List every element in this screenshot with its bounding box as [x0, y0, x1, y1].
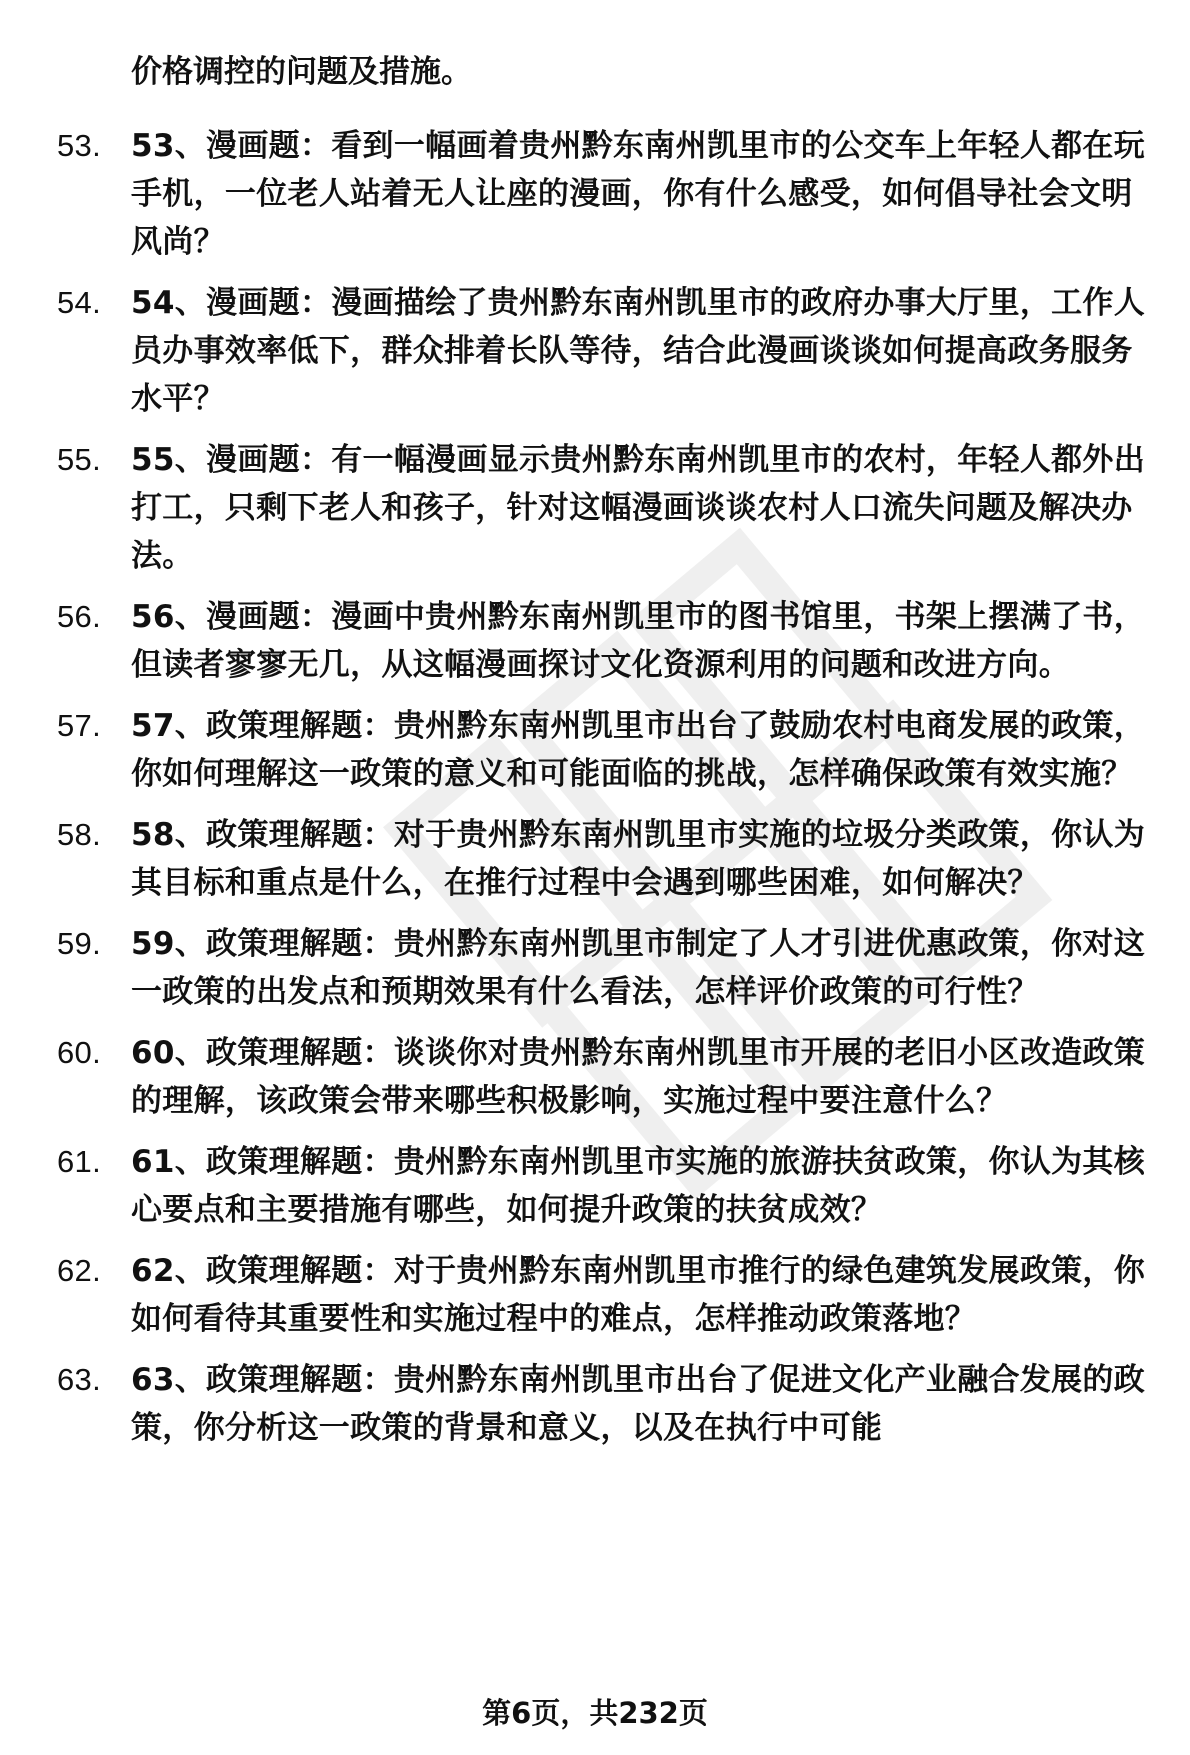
question-number: 56. [57, 599, 101, 634]
question-item [0, 122, 1190, 266]
question-number: 55. [57, 442, 101, 477]
question-text: 53、漫画题：看到一幅画着贵州黔东南州凯里市的公交车上年轻人都在玩手机，一位老人站着无人让座的漫画，你有什么感受，如何倡导社会文明风尚？ [131, 128, 1146, 260]
question-number: 57. [57, 708, 101, 743]
question-number: 53. [57, 128, 101, 163]
question-text: 63、政策理解题：贵州黔东南州凯里市出台了促进文化产业融合发展的政策，你分析这一政策的背景和意义，以及在执行中可能 [131, 1362, 1146, 1446]
question-item [0, 1029, 1190, 1125]
question-number: 59. [57, 926, 101, 961]
question-item [0, 920, 1190, 1016]
question-number: 54. [57, 285, 101, 320]
question-number: 60. [57, 1035, 101, 1070]
question-item [0, 1247, 1190, 1343]
question-list [0, 122, 1190, 1465]
question-item [0, 811, 1190, 907]
question-item [0, 279, 1190, 423]
question-number: 58. [57, 817, 101, 852]
question-text: 61、政策理解题：贵州黔东南州凯里市实施的旅游扶贫政策，你认为其核心要点和主要措施有哪些，如何提升政策的扶贫成效？ [131, 1144, 1146, 1228]
question-item [0, 1356, 1190, 1452]
question-number: 62. [57, 1253, 101, 1288]
question-text: 58、政策理解题：对于贵州黔东南州凯里市实施的垃圾分类政策，你认为其目标和重点是什么，在推行过程中会遇到哪些困难，如何解决？ [131, 817, 1146, 901]
question-number: 63. [57, 1362, 101, 1397]
page-footer: 第6页，共232页 [482, 1696, 708, 1730]
question-number: 61. [57, 1144, 101, 1179]
question-text: 57、政策理解题：贵州黔东南州凯里市出台了鼓励农村电商发展的政策，你如何理解这一政策的意义和可能面临的挑战，怎样确保政策有效实施？ [131, 708, 1146, 792]
continuation-text: 价格调控的问题及措施。 [131, 54, 472, 90]
question-text: 62、政策理解题：对于贵州黔东南州凯里市推行的绿色建筑发展政策，你如何看待其重要性和实施过程中的难点，怎样推动政策落地？ [131, 1253, 1146, 1337]
question-text: 60、政策理解题：谈谈你对贵州黔东南州凯里市开展的老旧小区改造政策的理解，该政策会带来哪些积极影响，实施过程中要注意什么？ [131, 1035, 1146, 1119]
question-text: 56、漫画题：漫画中贵州黔东南州凯里市的图书馆里，书架上摆满了书，但读者寥寥无几，从这幅漫画探讨文化资源利用的问题和改进方向。 [131, 599, 1146, 683]
question-item [0, 702, 1190, 798]
question-text: 59、政策理解题：贵州黔东南州凯里市制定了人才引进优惠政策，你对这一政策的出发点和预期效果有什么看法，怎样评价政策的可行性？ [131, 926, 1146, 1010]
question-item [0, 593, 1190, 689]
question-text: 55、漫画题：有一幅漫画显示贵州黔东南州凯里市的农村，年轻人都外出打工，只剩下老人和孩子，针对这幅漫画谈谈农村人口流失问题及解决办法。 [131, 442, 1146, 574]
question-text: 54、漫画题：漫画描绘了贵州黔东南州凯里市的政府办事大厅里，工作人员办事效率低下，群众排着长队等待，结合此漫画谈谈如何提高政务服务水平？ [131, 285, 1146, 417]
question-item [0, 1138, 1190, 1234]
question-item [0, 436, 1190, 580]
